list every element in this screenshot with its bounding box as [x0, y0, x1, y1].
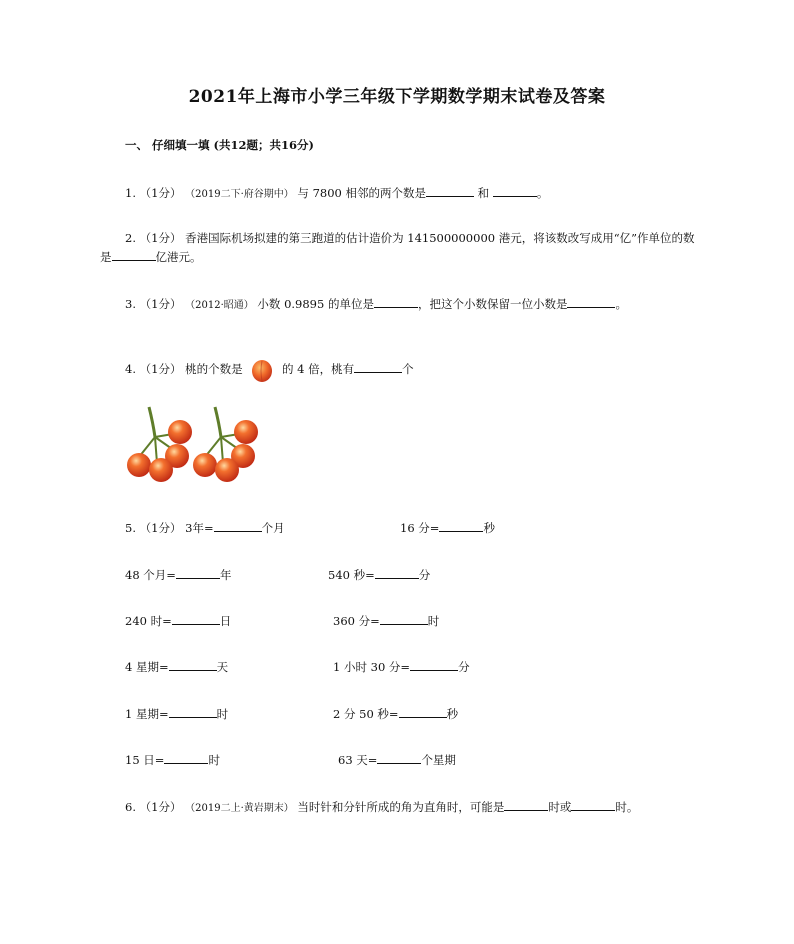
q1-number: 1.: [125, 186, 136, 200]
q2-text-pre: 是: [100, 250, 112, 264]
q5-blank-7[interactable]: [410, 658, 458, 671]
q1-text: 与 7800 相邻的两个数是: [297, 186, 426, 200]
q4-text-b: 的 4 倍，桃有: [281, 362, 355, 376]
q5-item-0-post: 个月: [261, 521, 285, 535]
q3-blank-2[interactable]: [567, 295, 615, 308]
q4-blank[interactable]: [354, 360, 402, 373]
q3-end: 。: [615, 297, 627, 311]
q5-item-0-pre: 3年=: [185, 521, 214, 535]
q5-blank-5[interactable]: [380, 612, 428, 625]
q1-and: 和: [477, 186, 490, 200]
q2-blank[interactable]: [112, 248, 156, 261]
q6-number: 6.: [125, 800, 136, 814]
cherries-illustration: [125, 403, 285, 489]
q5-item-7-pre: 1 小时 30 分=: [333, 660, 411, 674]
q3-text: 小数 0.9895 的单位是: [257, 297, 374, 311]
q5-item-5-pre: 360 分=: [333, 614, 380, 628]
q5-item-5-post: 时: [427, 614, 440, 628]
q5-blank-3[interactable]: [375, 566, 419, 579]
q1-blank-2[interactable]: [493, 184, 537, 197]
q4-score: （1分）: [139, 362, 182, 376]
question-5-header: [125, 519, 285, 536]
question-4: [125, 356, 414, 383]
question-6: [125, 798, 638, 817]
q4-text: 桃的个数是: [185, 362, 243, 376]
q5-blank-10[interactable]: [164, 751, 208, 764]
q5-blank-2[interactable]: [176, 566, 220, 579]
q5-blank-9[interactable]: [399, 705, 447, 718]
question-1: [125, 184, 548, 203]
q5-item-10: [125, 751, 220, 768]
q5-item-1-pre: 16 分=: [400, 521, 440, 535]
q4-end: 个: [402, 362, 414, 376]
section-heading: 一、 仔细填一填 (共12题；共16分): [125, 138, 314, 152]
q5-item-7: [333, 658, 470, 675]
q1-end: 。: [536, 186, 549, 200]
q6-score: （1分）: [139, 800, 182, 814]
q5-blank-11[interactable]: [377, 751, 421, 764]
q1-source: （2019二下·府谷期中）: [185, 189, 294, 200]
q6-blank-2[interactable]: [571, 798, 615, 811]
q5-item-10-post: 时: [208, 753, 220, 767]
q5-item-8: [125, 705, 228, 722]
q5-item-6-post: 天: [216, 660, 229, 674]
q3-number: 3.: [125, 297, 136, 311]
q5-item-4-pre: 240 时=: [125, 614, 172, 628]
q5-item-4-post: 日: [219, 614, 232, 628]
q2-number: 2.: [125, 231, 136, 245]
q4-number: 4.: [125, 362, 136, 376]
q1-blank-1[interactable]: [426, 184, 474, 197]
q5-score: （1分）: [139, 521, 182, 535]
peach-icon: [250, 357, 274, 383]
q5-blank-6[interactable]: [169, 658, 217, 671]
q3-source: （2012·昭通）: [185, 300, 254, 311]
q5-item-6: [125, 658, 228, 675]
q3-score: （1分）: [139, 297, 182, 311]
q2-text-post: 亿港元。: [155, 250, 202, 264]
q5-item-9-pre: 2 分 50 秒=: [333, 707, 399, 721]
q5-item-3-pre: 540 秒=: [328, 568, 375, 582]
q5-item-9-post: 秒: [446, 707, 459, 721]
q2-text: 香港国际机场拟建的第三跑道的估计造价为 141500000000 港元，将该数改写成用“亿”作单位的数: [185, 231, 695, 245]
q6-source: （2019二上·黄岩期末）: [185, 803, 294, 814]
q5-item-3: [328, 566, 430, 583]
q6-text: 当时针和分针所成的角为直角时，可能是: [297, 800, 505, 814]
q5-item-3-post: 分: [418, 568, 431, 582]
q5-item-9: [333, 705, 458, 722]
question-3: [125, 295, 627, 314]
q5-item-8-pre: 1 星期=: [125, 707, 169, 721]
q5-item-10-pre: 15 日=: [125, 753, 165, 767]
q5-item-7-post: 分: [458, 660, 470, 674]
q5-item-8-post: 时: [216, 707, 229, 721]
cherry-cluster-right: [193, 407, 258, 482]
q5-item-2-post: 年: [219, 568, 232, 582]
question-2: [125, 230, 695, 246]
q5-item-1: [400, 519, 495, 536]
q5-item-11-pre: 63 天=: [338, 753, 378, 767]
question-2-line-2: [100, 248, 202, 265]
q5-item-2-pre: 48 个月=: [125, 568, 176, 582]
q5-blank-8[interactable]: [169, 705, 217, 718]
q5-item-11-post: 个星期: [421, 753, 456, 767]
q3-blank-1[interactable]: [374, 295, 418, 308]
q5-item-2: [125, 566, 231, 583]
q2-score: （1分）: [139, 231, 182, 245]
q5-item-11: [338, 751, 456, 768]
page-title: 2021年上海市小学三年级下学期数学期末试卷及答案: [188, 87, 606, 107]
q5-blank-1[interactable]: [439, 519, 483, 532]
q5-number: 5.: [125, 521, 136, 535]
q6-blank-1[interactable]: [504, 798, 548, 811]
q5-item-5: [333, 612, 439, 629]
q6-text-b: 时或: [548, 800, 572, 814]
cherry-cluster-left: [127, 407, 192, 482]
q5-blank-0[interactable]: [214, 519, 262, 532]
q1-score: （1分）: [139, 186, 182, 200]
q5-item-6-pre: 4 星期=: [125, 660, 169, 674]
q5-item-4: [125, 612, 231, 629]
q6-end: 时。: [615, 800, 639, 814]
q5-item-1-post: 秒: [483, 521, 495, 535]
q5-blank-4[interactable]: [172, 612, 220, 625]
q3-text-b: ，把这个小数保留一位小数是: [417, 297, 568, 311]
